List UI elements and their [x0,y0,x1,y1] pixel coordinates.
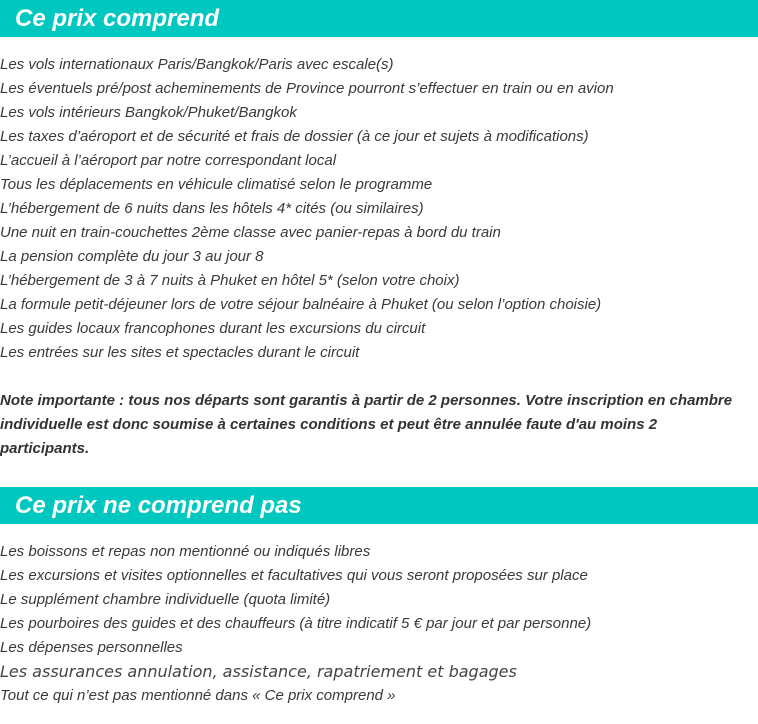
included-item: Une nuit en train-couchettes 2ème classe avec panier-repas à bord du train [0,224,501,241]
included-item: Les éventuels pré/post acheminements de Province pourront s’effectuer en train ou en avion [0,80,614,97]
excluded-section-title: Ce prix ne comprend pas [0,487,758,524]
excluded-item: Les pourboires des guides et des chauffeurs (à titre indicatif 5 € par jour et par personne) [0,615,592,632]
included-item: L’accueil à l’aéroport par notre correspondant local [0,152,337,169]
included-item: L’hébergement de 3 à 7 nuits à Phuket en hôtel 5* (selon votre choix) [0,272,460,289]
excluded-item: Les excursions et visites optionnelles et facultatives qui vous seront proposées sur place [0,567,588,584]
included-item: La pension complète du jour 3 au jour 8 [0,248,264,265]
included-item: Les vols intérieurs Bangkok/Phuket/Bangkok [0,104,297,121]
included-item: Tous les déplacements en véhicule climatisé selon le programme [0,176,433,193]
excluded-item: Les boissons et repas non mentionné ou indiqués libres [0,543,371,560]
included-section-title: Ce prix comprend [0,0,758,37]
excluded-items-list [0,540,591,708]
important-note: Note importante : tous nos départs sont garantis à partir de 2 personnes. Votre inscription en chambre individuelle est donc soumise à certaines conditions et peut être annulée faute d'au moins 2 participants. [0,392,733,457]
included-item: Les taxes d’aéroport et de sécurité et frais de dossier (à ce jour et sujets à modifications) [0,128,589,145]
excluded-item: Les assurances annulation, assistance, rapatriement et bagages [0,662,517,681]
excluded-item: Le supplément chambre individuelle (quota limité) [0,591,331,608]
included-item: La formule petit-déjeuner lors de votre séjour balnéaire à Phuket (ou selon l’option choisie) [0,296,602,313]
included-item: Les guides locaux francophones durant les excursions du circuit [0,320,426,337]
included-item: Les vols internationaux Paris/Bangkok/Paris avec escale(s) [0,56,394,73]
included-item: L’hébergement de 6 nuits dans les hôtels 4* cités (ou similaires) [0,200,424,217]
excluded-item: Les dépenses personnelles [0,639,183,656]
excluded-item: Tout ce qui n’est pas mentionné dans « Ce prix comprend » [0,687,396,704]
included-item: Les entrées sur les sites et spectacles durant le circuit [0,344,360,361]
included-items-list [0,53,614,365]
